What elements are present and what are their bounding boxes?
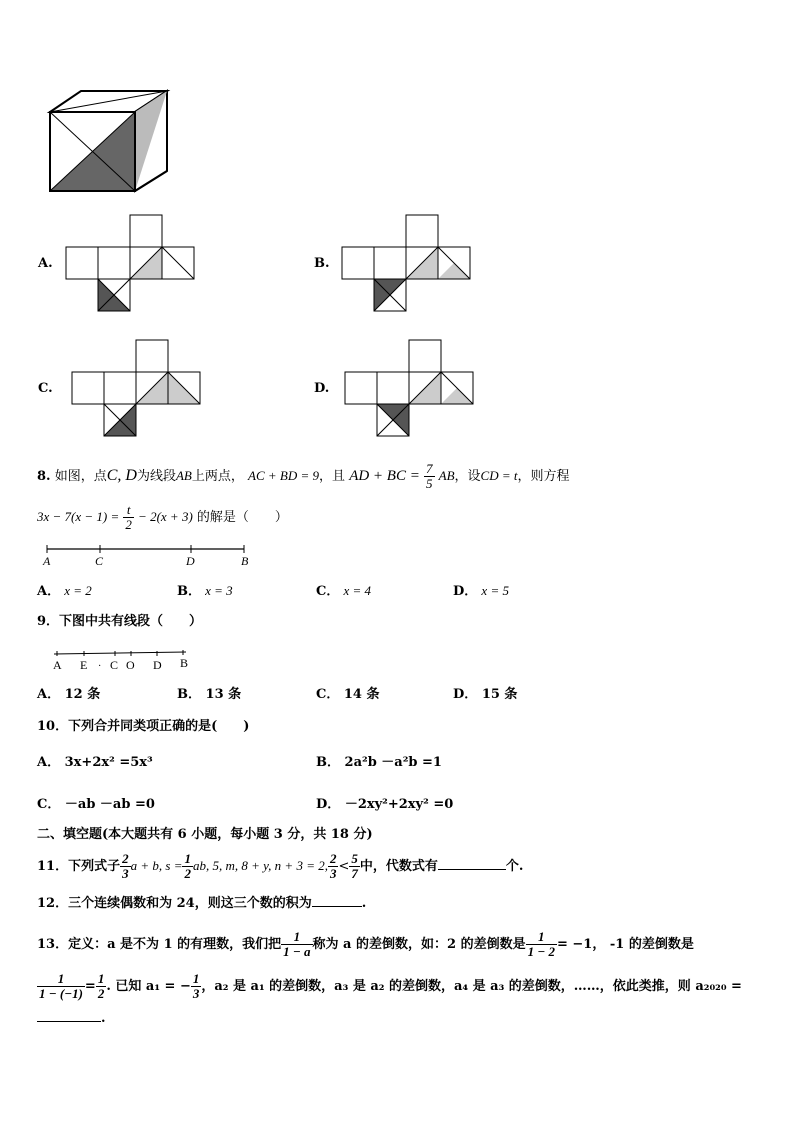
q10-option-b[interactable]: B． 2a²b －a²b =1 (316, 755, 442, 770)
q11-frac1: $\frac{2}{3}$ (122, 851, 129, 881)
q9-point-d: D (153, 658, 162, 672)
q8-option-a[interactable]: A． x = 2 (37, 583, 92, 599)
q13-line2: $\frac{1}{1 - (-1)}$ = $\frac{1}{2}$ . 已知 a₁ = − $\frac{1}{3}$ ，a₂ 是 a₁ 的差倒数，a₃ 是 a₂ 的差倒数，a₄ 是 a₃ 的差倒数，……，依此类推，则 a₂₀₂₀ = (39, 971, 742, 1001)
q13-frac2: $\frac{1}{1 - 2}$ (527, 929, 555, 959)
option-a-label: A. (38, 256, 53, 271)
q11-frac2: $\frac{1}{2}$ (184, 851, 191, 881)
q9-point-c: C (110, 658, 119, 672)
q8-line1 (37, 462, 570, 491)
q8-option-d[interactable]: D． x = 5 (453, 583, 509, 599)
q8-eq-frac: $\frac{t}{2}$ (125, 502, 132, 532)
cube-figure (45, 88, 175, 198)
option-b-label: B. (314, 256, 330, 271)
q8-text-b: 为线段 (136, 469, 176, 484)
q13-line1: 13．定义：a 是不为 1 的有理数，我们把 $\frac{1}{1 - a}$ 称为 a 的差倒数，如：2 的差倒数是 $\frac{1}{1 - 2}$ = −1， -1 的差倒数是 (37, 929, 694, 959)
q8-point-b: B (241, 554, 249, 568)
q8-option-c[interactable]: C． x = 4 (316, 583, 372, 599)
q8-text-d: ，且 (319, 469, 346, 484)
q13-answer-blank[interactable] (37, 1021, 101, 1022)
option-d-label: D. (314, 381, 330, 396)
q8-eq1: AC + BD = 9 (248, 468, 320, 483)
net-figure-a (64, 213, 204, 313)
q8-point-a: A (43, 554, 51, 568)
q9-option-c[interactable]: C． 14 条 (316, 687, 380, 702)
q9-point-a: A (53, 658, 62, 672)
q8-text-f: ，则方程 (517, 469, 570, 484)
q9-point-o: O (126, 658, 135, 672)
q10-stem: 10．下列合并同类项正确的是( ) (37, 719, 250, 734)
q8-option-b[interactable]: B． x = 3 (177, 583, 233, 599)
q8-points: C, D (106, 467, 137, 484)
q8-eq-tail: 的解是（ ） (196, 510, 288, 525)
q8-text-c: 上两点， (191, 469, 244, 484)
q12-line: 12．三个连续偶数和为 24，则这三个数的积为 . (37, 896, 367, 911)
q9-stem: 9．下图中共有线段（ ） (37, 614, 203, 629)
q10-option-d[interactable]: D． －2xy²+2xy² =0 (316, 797, 454, 812)
q9-option-d[interactable]: D． 15 条 (453, 687, 518, 702)
q8-eq-right: − 2(x + 3) (138, 509, 193, 524)
q8-segment-figure (40, 540, 260, 570)
q13-frac1: $\frac{1}{1 - a}$ (283, 929, 311, 959)
option-c-label: C. (38, 381, 53, 396)
q8-eq2-left: AD + BC = (349, 468, 420, 484)
q13-frac5: $\frac{1}{3}$ (192, 971, 200, 1001)
q8-number: 8. (37, 469, 51, 484)
q8-point-d: D (186, 554, 195, 568)
q11-answer-blank[interactable] (438, 869, 506, 870)
q13-frac3: $\frac{1}{1 - (-1)}$ (39, 971, 83, 1001)
q8-line2 (37, 503, 288, 532)
section-heading: 二、填空题(本大题共有 6 小题，每小题 3 分，共 18 分) (37, 827, 373, 842)
q8-eq2-frac: $\frac{7}{5}$ (426, 461, 433, 491)
net-figure-d (343, 338, 483, 438)
q8-seg-ab: AB (175, 468, 192, 483)
q8-point-c: C (95, 554, 104, 568)
q9-point-b: B (180, 656, 189, 670)
q8-eq-left: 3x − 7(x − 1) = (37, 509, 120, 524)
q11-frac3: $\frac{2}{3}$ (329, 851, 337, 881)
q11-line: 11．下列式子 $\frac{2}{3}$ a + b, s = $\frac{1}{2}$ ab, 5, m, 8 + y, n + 3 = 2, $\frac{2}{3}$ < $\frac{5}{7}$ 中，代数式有 个. (37, 851, 524, 881)
q11-frac4: $\frac{5}{7}$ (351, 851, 358, 881)
q9-option-a[interactable]: A． 12 条 (37, 687, 101, 702)
q13-frac4: $\frac{1}{2}$ (97, 971, 105, 1001)
net-figure-b (340, 213, 480, 313)
q10-option-c[interactable]: C． －ab －ab =0 (37, 797, 155, 812)
q9-segment-figure (50, 648, 210, 672)
q8-eq2-right: AB (438, 468, 455, 483)
q8-text-e: ，设 (454, 469, 481, 484)
q8-text-a: 如图，点 (54, 469, 107, 484)
q9-point-e: E (80, 658, 88, 672)
q10-option-a[interactable]: A． 3x+2x² =5x³ (37, 755, 153, 770)
svg-text:·: · (98, 661, 102, 672)
q13-line3: . (37, 1010, 106, 1028)
q12-answer-blank[interactable] (312, 906, 362, 907)
net-figure-c (70, 338, 210, 438)
q8-eq3: CD = t (480, 468, 518, 483)
q9-option-b[interactable]: B． 13 条 (177, 687, 242, 702)
